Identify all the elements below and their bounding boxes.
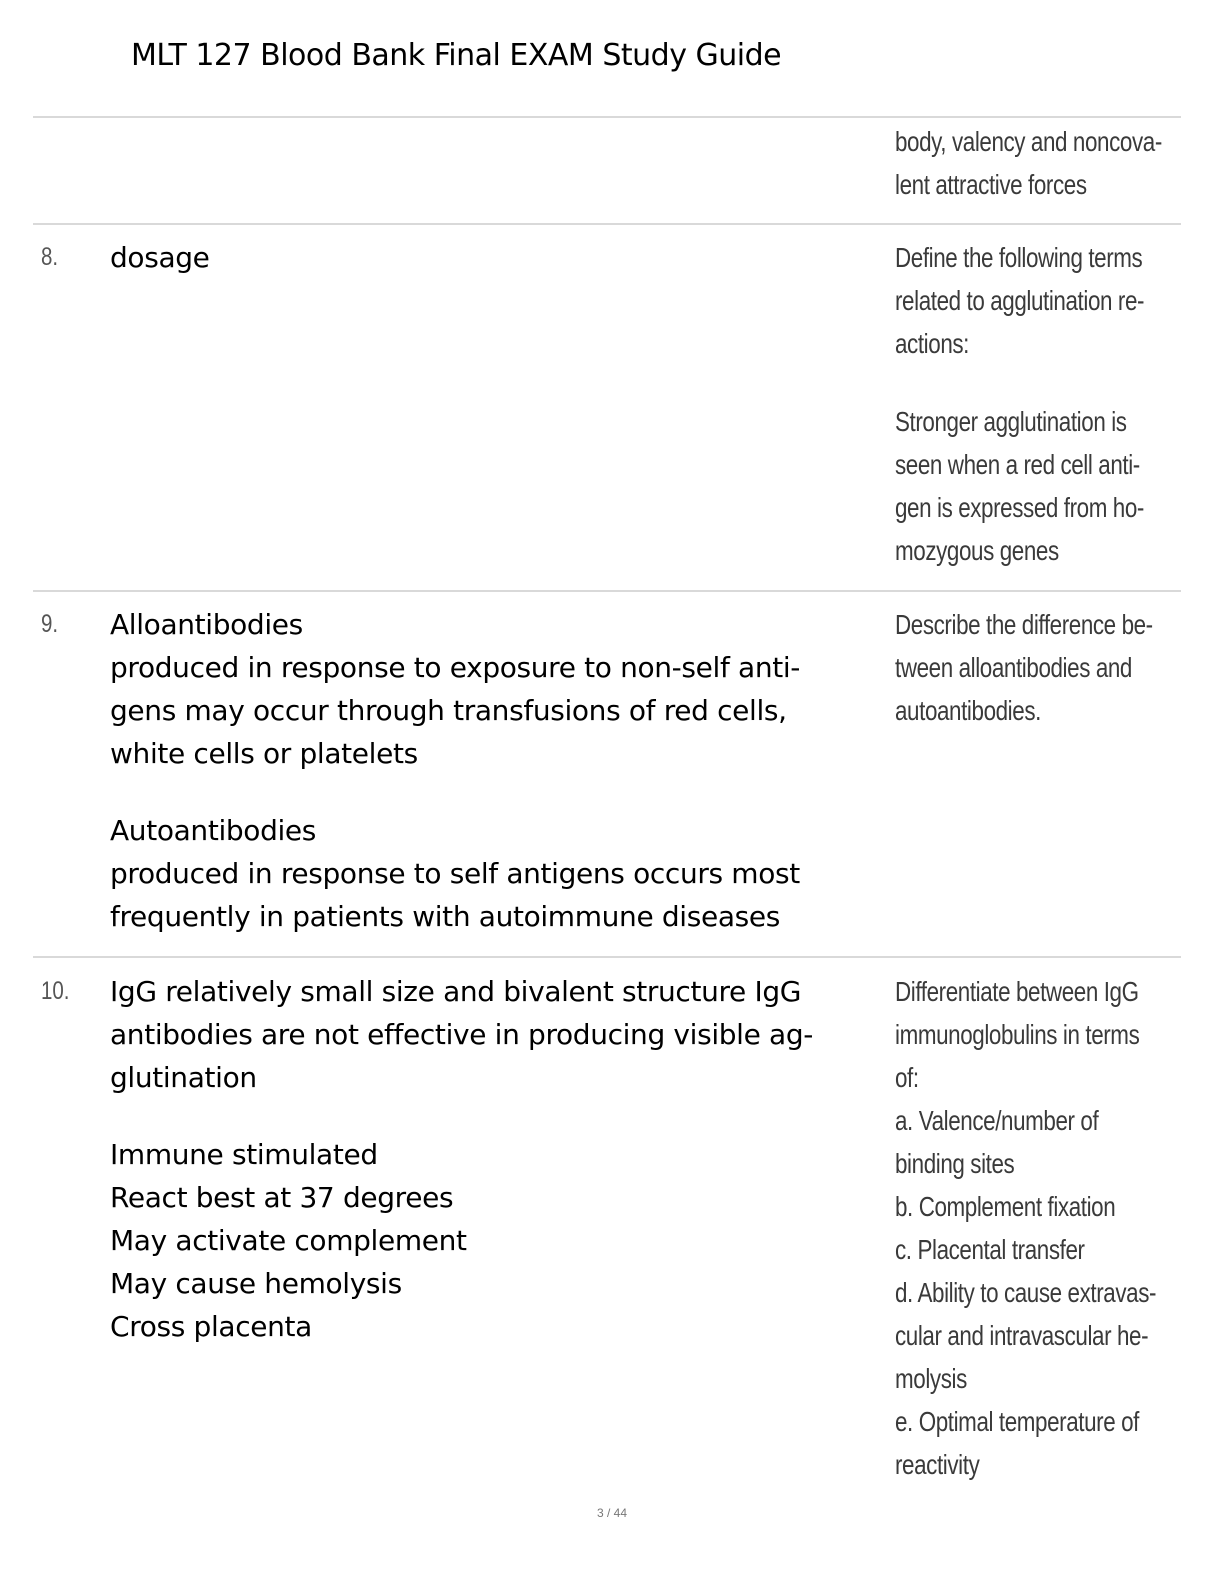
question-line: body, valency and noncova- <box>895 126 1162 157</box>
row-divider <box>33 956 1181 958</box>
page-indicator: 3 / 44 <box>596 1506 628 1520</box>
question-line: e. Optimal temperature of <box>895 1406 1139 1437</box>
answer-line: May activate complement <box>110 1224 467 1257</box>
question-line: immunoglobulins in terms <box>895 1019 1140 1050</box>
question-line: lent attractive forces <box>895 169 1087 200</box>
row-8-definition <box>895 400 1185 572</box>
row-8-question <box>895 236 1185 365</box>
row-10-answer <box>110 970 870 1099</box>
question-line: autoantibodies. <box>895 695 1041 726</box>
question-line: of: <box>895 1062 919 1093</box>
row-8-answer <box>110 236 870 279</box>
question-line: Define the following terms <box>895 242 1143 273</box>
answer-line: gens may occur through transfusions of red cells, <box>110 694 787 727</box>
question-line: a. Valence/number of <box>895 1105 1099 1136</box>
definition-line: gen is expressed from ho- <box>895 492 1144 523</box>
question-line: related to agglutination re- <box>895 285 1145 316</box>
answer-line: frequently in patients with autoimmune diseases <box>110 900 781 933</box>
row-9-question <box>895 603 1185 732</box>
answer-line: glutination <box>110 1061 257 1094</box>
row-8-number: 8. <box>41 243 59 271</box>
row-9-answer <box>110 603 870 775</box>
answer-line: May cause hemolysis <box>110 1267 402 1300</box>
question-line: Describe the difference be- <box>895 609 1153 640</box>
definition-line: Stronger agglutination is <box>895 406 1127 437</box>
question-line: b. Complement fixation <box>895 1191 1116 1222</box>
question-line: binding sites <box>895 1148 1015 1179</box>
question-line: tween alloantibodies and <box>895 652 1132 683</box>
answer-line: Autoantibodies <box>110 814 317 847</box>
row-divider <box>33 590 1181 592</box>
definition-line: seen when a red cell anti- <box>895 449 1140 480</box>
answer-line: white cells or platelets <box>110 737 418 770</box>
row-divider <box>33 116 1181 118</box>
answer-line: antibodies are not effective in producing visible ag- <box>110 1018 814 1051</box>
question-line: reactivity <box>895 1449 980 1480</box>
answer-line: produced in response to self antigens occurs most <box>110 857 800 890</box>
row-10-number: 10. <box>41 977 70 1005</box>
answer-line: Alloantibodies <box>110 608 303 641</box>
question-line: molysis <box>895 1363 967 1394</box>
page-title: MLT 127 Blood Bank Final EXAM Study Guide <box>131 38 782 73</box>
definition-line: mozygous genes <box>895 535 1059 566</box>
question-line: cular and intravascular he- <box>895 1320 1149 1351</box>
row-9-answer-2 <box>110 809 870 938</box>
answer-line: produced in response to exposure to non-self anti- <box>110 651 801 684</box>
question-line: actions: <box>895 328 969 359</box>
answer-line: Cross placenta <box>110 1310 312 1343</box>
question-line: Differentiate between IgG <box>895 976 1139 1007</box>
row-9-number: 9. <box>41 610 59 638</box>
row-10-question <box>895 970 1185 1486</box>
row-10-answer-2 <box>110 1133 870 1348</box>
answer-line: Immune stimulated <box>110 1138 378 1171</box>
answer-line: React best at 37 degrees <box>110 1181 454 1214</box>
row-divider <box>33 223 1181 225</box>
question-line: d. Ability to cause extravas- <box>895 1277 1157 1308</box>
question-line: c. Placental transfer <box>895 1234 1085 1265</box>
answer-line: dosage <box>110 241 210 274</box>
answer-line: IgG relatively small size and bivalent structure IgG <box>110 975 802 1008</box>
row-0-question <box>895 120 1185 206</box>
